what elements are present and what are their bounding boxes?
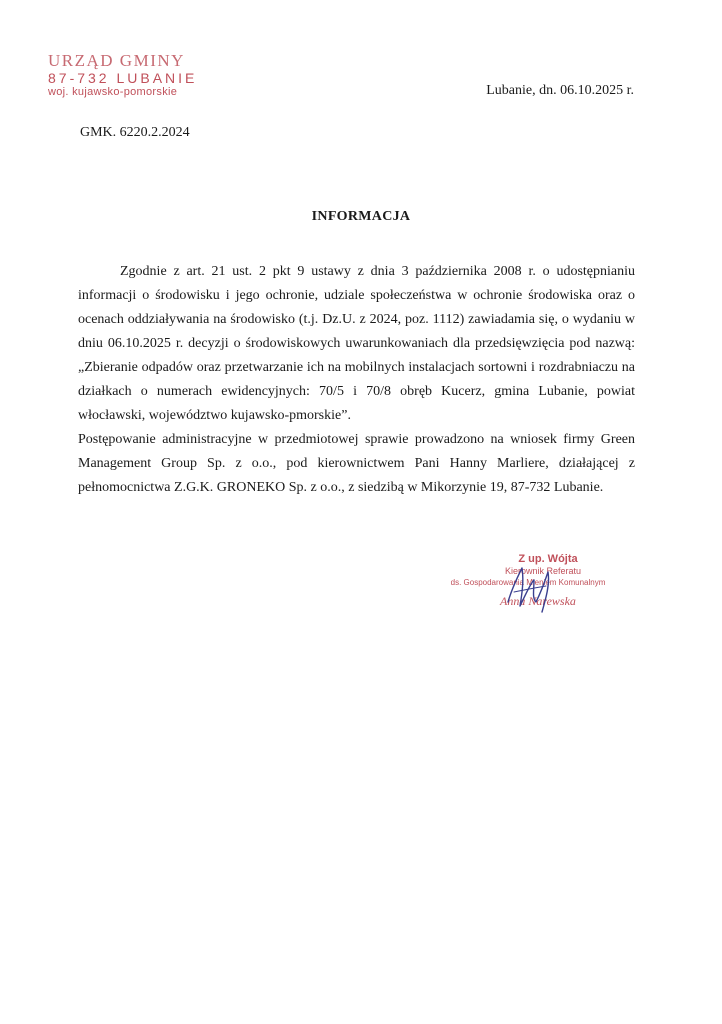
body-paragraph-2: Postępowanie administracyjne w przedmiotowej sprawie prowadzono na wniosek firmy Green Management Group Sp. z o.o., pod kierownictwem Pani Hanny Marliere, działającej z pełnomocnictwa Z.G.K. GRONEKO Sp. z o.o., z siedzibą w Mikorzynie 19, 87-732 Lubanie. <box>78 432 635 495</box>
place-date: Lubanie, dn. 06.10.2025 r. <box>486 83 634 98</box>
signature-authority: Z up. Wójta <box>518 553 578 565</box>
case-number: GMK. 6220.2.2024 <box>80 125 190 140</box>
office-stamp-address: 87-732 LUBANIE <box>48 70 198 86</box>
office-stamp <box>48 52 238 99</box>
document-title: INFORMACJA <box>311 209 411 224</box>
document-body <box>78 260 635 500</box>
office-stamp-name: URZĄD GMINY <box>48 51 185 70</box>
signature-position: Kierownik Referatu <box>504 566 582 576</box>
signature-department: ds. Gospodarowania Mieniem Komunalnym <box>450 578 606 587</box>
office-stamp-region: woj. kujawsko-pomorskie <box>48 86 178 98</box>
handwritten-signature-icon <box>500 558 560 616</box>
signatory-name: Anna Narewska <box>500 594 576 608</box>
body-paragraph-1: Zgodnie z art. 21 ust. 2 pkt 9 ustawy z dnia 3 października 2008 r. o udostępnianiu informacji o środowisku i jego ochronie, udziale społeczeństwa w ochronie środowiska oraz o ocenach oddziaływania na środowisko (t.j. Dz.U. z 2024, poz. 1112) zawiadamia się, o wydaniu w dniu 06.10.2025 r. decyzji o środowiskowych uwarunkowaniach dla przedsięwzięcia pod nazwą: „Zbieranie odpadów oraz przetwarzanie ich na mobilnych instalacjach sortowni i rozdrabniaczu na działkach o numerach ewidencyjnych: 70/5 i 70/8 obręb Kucerz, gmina Lubanie, powiat włocławski, województwo kujawsko-pmorskie”. <box>78 264 635 423</box>
